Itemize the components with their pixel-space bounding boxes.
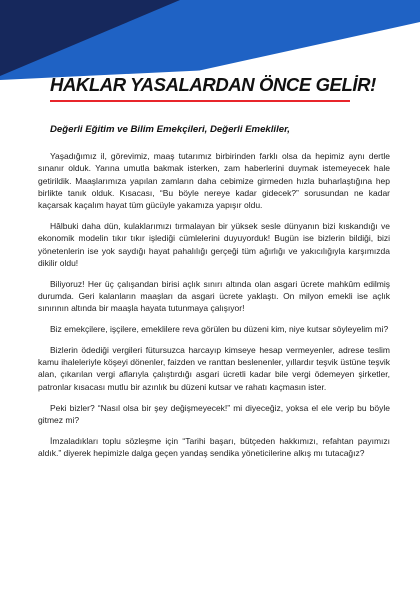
paragraph: Yaşadığımız il, görevimiz, maaş tutarımız birbirinden farklı olsa da hepimiz aynı dertle sınanır olduk. Yarına umutla bakmak isterken, zam haberlerini duymak istemeyecek hale getirildik. Maaşlarımıza yapılan zamların daha cebimize girmeden hızla buharlaştığına hep birlikte tanık olduk. Kısacası, “Bu böyle nereye kadar gidecek?” sorusundan ne kadar kaçarsak kaçalım hayat tüm gücüyle yakamıza yapışır oldu. (38, 151, 390, 211)
paragraph: Bizlerin ödediği vergileri fütursuzca harcayıp kimseye hesap vermeyenler, adrese teslim kamu ihaleleriyle köşeyi dönenler, faizden ve ranttan beslenenler, yıllardır teşvik üstüne teşvik alan, çıkarılan vergi aflarıyla çalıştırdığı asgari ücretli kadar bile vergi ödemeyen şirketler, patronlar kısacası mutlu bir azınlık bu düzeni kutsar ve rahatı kaçmasın ister. (38, 344, 390, 392)
paragraph: Hâlbuki daha dün, kulaklarımızı tırmalayan bir yüksek sesle dünyanın bizi kıskandığı ve ekonomik modelin tıkır tıkır işlediği cümlelerini duyuyorduk! Bugün ise bizlerin bildiği, bizi yönetenlerin ise yok saydığı hayat pahalılığı gerçeği tüm ağırlığı ve yakıcılığıyla karşımızda dikilir oldu! (38, 220, 390, 268)
headline: HAKLAR YASALARDAN ÖNCE GELİR! (50, 74, 376, 95)
paragraph: İmzaladıkları toplu sözleşme için “Tarihi başarı, bütçeden hakkımızı, refahtan payımızı aldık.” diyerek hepimizle dalga geçen yandaş sendika yöneticilerine alkış mı tutacağız? (38, 435, 390, 458)
letter-body (38, 150, 390, 468)
paragraph: Biz emekçilere, işçilere, emeklilere reva görülen bu düzeni kim, niye kutsar söyleyelim mi? (50, 324, 389, 335)
headline-underline (50, 100, 350, 102)
paragraph: Biliyoruz! Her üç çalışandan birisi açlık sınırı altında olan asgari ücrete mahkûm edilmiş durumda. Geri kalanların maaşları da asgari ücrete yaklaştı. On milyon emekli ise açlık sınırının altında bir maaşla hayata tutunmaya çalışıyor! (38, 278, 390, 314)
salutation: Değerli Eğitim ve Bilim Emekçileri, Değerli Emekliler, (50, 124, 290, 135)
paragraph: Peki bizler? “Nasıl olsa bir şey değişmeyecek!” mi diyeceğiz, yoksa el ele verip bu böyle gitmez mi? (38, 402, 390, 425)
